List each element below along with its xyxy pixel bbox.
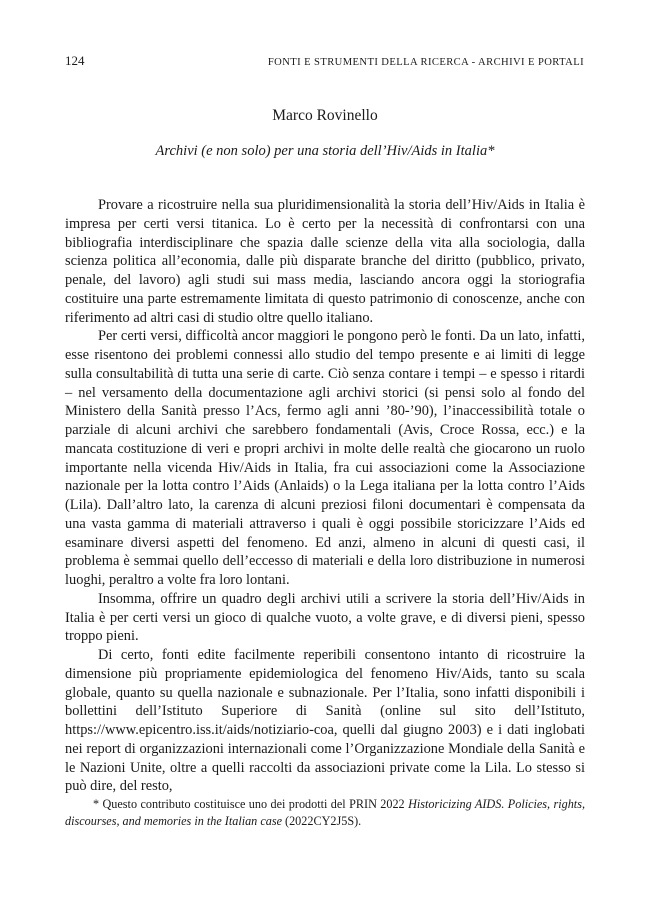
- footnote-text: * Questo contributo costituisce uno dei prodotti del PRIN 2022: [93, 797, 409, 811]
- article-title: Archivi (e non solo) per una storia dell’Hiv/Aids in Italia*: [155, 143, 495, 159]
- body-paragraph: Provare a ricostruire nella sua pluridimensionalità la storia dell’Hiv/Aids in Italia è impresa per certi versi titanica. Lo è certo per la necessità di confrontarsi con una bibliografia interdisciplinare che spazia dalle scienze della vita alla sociologia, dalla scienza politica all’economia, dalle più disparate branche del diritto (pubblico, privato, penale, del lavoro) agli studi sui mass media, lasciando ancora oggi la storiografia costituire una parte estremamente limitata di questo patrimonio di conoscenze, anche con riferimento ad altri casi di studio oltre quello italiano.: [65, 197, 585, 326]
- body-paragraph: Insomma, offrire un quadro degli archivi utili a scrivere la storia dell’Hiv/Aids in Italia è per certi versi un gioco di qualche vuoto, a volte grave, e di diversi pieni, spesso troppo pieni.: [65, 590, 585, 645]
- body-paragraph: Di certo, fonti edite facilmente reperibili consentono intanto di ricostruire la dimensione più propriamente epidemiologica del fenomeno Hiv/Aids, tanto su scala globale, quanto su quella nazionale e subnazionale. Per l’Italia, sono infatti disponibili i bollettini dell’Istituto Superiore di Sanità (online sul sito dell’Istituto, https://www.epicentro.iss.it/aids/notiziario-coa, quelli dal giugno 2003) e i dati inglobati nei report di organizzazioni internazionali come l’Organizzazione Mondiale della Sanità e le Nazioni Unite, oltre a quelli raccolti da associazioni private come la Lila. Lo stesso si può dire, del resto,: [65, 647, 585, 795]
- body-paragraph: Per certi versi, difficoltà ancor maggiori le pongono però le fonti. Da un lato, infatti, esse risentono dei problemi connessi allo studio del tempo presente e ai limiti di legge sulla consultabilità di tutta una serie di carte. Ciò senza contare i tempi – e spesso i ritardi – nel versamento della documentazione agli archivi storici (si pensi solo al fondo del Ministero della Sanità presso l’Acs, fermo agli anni ’80-’90), l’inaccessibilità totale o parziale di alcuni archivi che sarebbero fondamentali (Avis, Croce Rossa, ecc.) e la mancata costituzione di veri e propri archivi in molte delle realtà che giocarono un ruolo importante nella vicenda Hiv/Aids in Italia, fra cui associazioni come la Associazione nazionale per la lotta contro l’Aids (Anlaids) o la Lega italiana per la lotta contro l’Aids (Lila). Dall’altro lato, la carenza di alcuni preziosi filoni documentari è compensata da una vasta gamma di materiali attraverso i quali è oggi possibile storicizzare l’Aids ed esaminare diversi aspetti del fenomeno. Ed anzi, almeno in alcuni di questi casi, il problema è semmai quello dell’eccesso di materiali e della loro distribuzione in numerosi luoghi, peraltro a volte fra loro lontani.: [65, 328, 585, 588]
- page-number: 124: [65, 53, 85, 68]
- article-author: Marco Rovinello: [272, 107, 378, 124]
- running-head: [65, 53, 584, 69]
- running-title: FONTI E STRUMENTI DELLA RICERCA - ARCHIVI E PORTALI: [267, 57, 584, 68]
- footnote-code: (2022CY2J5S).: [281, 814, 362, 828]
- footnote-project-title: Historicizing AIDS. Policies, rights, discourses, and memories in the Italian case: [65, 797, 585, 828]
- footnote: [65, 796, 585, 830]
- article-body: [65, 196, 585, 796]
